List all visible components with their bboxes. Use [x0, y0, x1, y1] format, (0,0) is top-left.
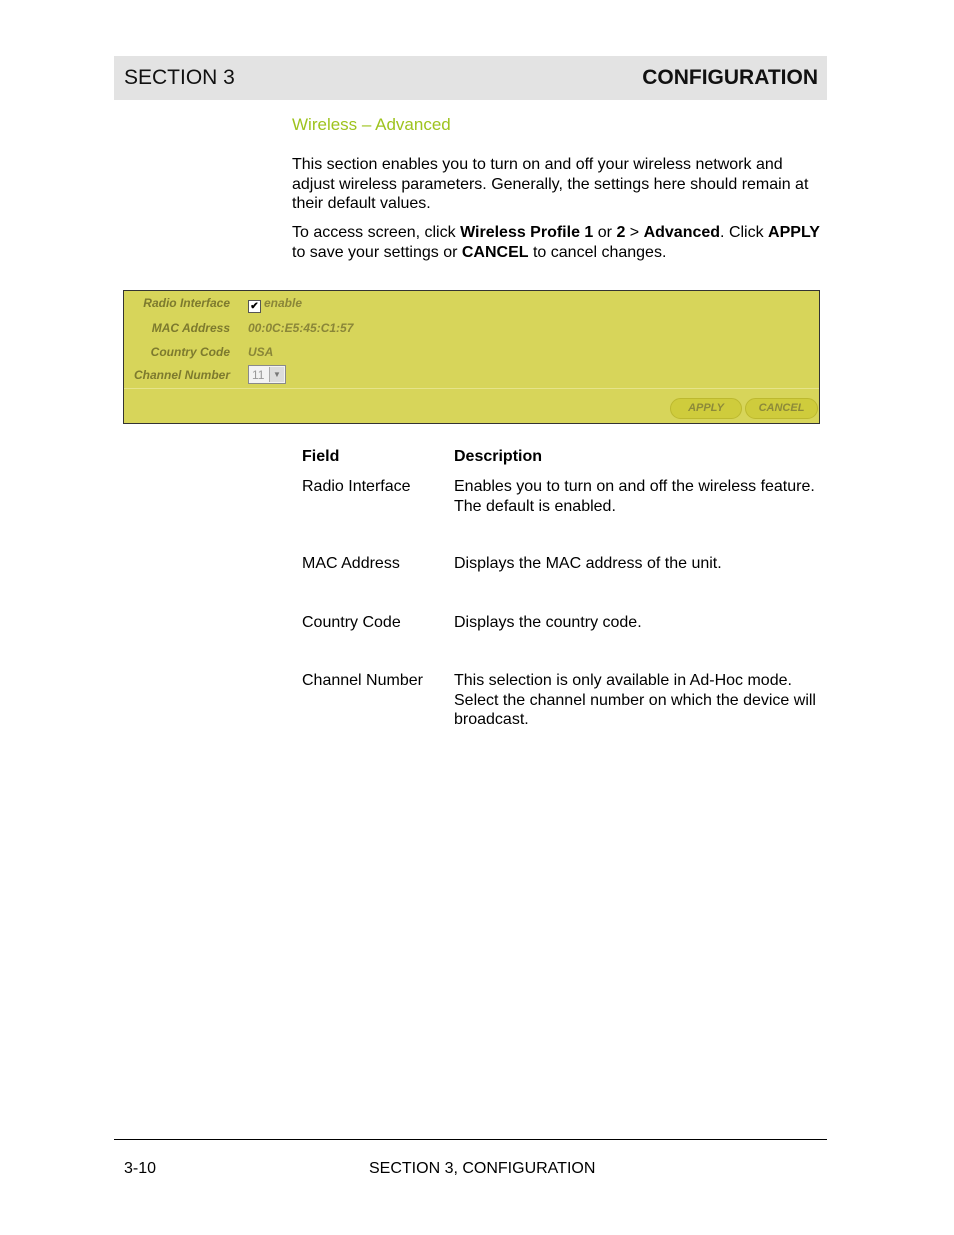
radio-interface-control[interactable] — [248, 296, 302, 313]
country-code-value: USA — [248, 345, 274, 359]
channel-number-value: 11 — [252, 368, 265, 382]
section-header — [114, 56, 827, 100]
chevron-down-icon[interactable]: ▼ — [269, 367, 284, 382]
mac-address-label: MAC Address — [151, 321, 230, 335]
table-row-field: Country Code — [302, 614, 401, 631]
section-title: CONFIGURATION — [642, 66, 818, 89]
apply-button[interactable]: APPLY — [670, 398, 742, 419]
footer-section-title: SECTION 3, CONFIGURATION — [369, 1160, 596, 1177]
radio-interface-label: Radio Interface — [143, 296, 230, 310]
panel-divider — [124, 388, 819, 389]
table-header-field: Field — [302, 448, 340, 465]
table-row-field: Radio Interface — [302, 478, 411, 495]
section-number: SECTION 3 — [124, 66, 235, 89]
mac-address-value: 00:0C:E5:45:C1:57 — [248, 321, 354, 335]
page-subtitle: Wireless – Advanced — [292, 115, 451, 134]
channel-number-select[interactable] — [248, 365, 286, 384]
country-code-label: Country Code — [150, 345, 230, 359]
footer-divider — [114, 1139, 827, 1140]
table-row-description: Displays the MAC address of the unit. — [454, 555, 722, 572]
intro-paragraph: This section enables you to turn on and off your wireless network and adjust wireless parameters. Generally, the settings here should remain at their default values. — [292, 156, 809, 212]
channel-number-label: Channel Number — [133, 368, 230, 382]
table-row-description: This selection is only available in Ad-Hoc mode. Select the channel number on which the device will broadcast. — [454, 672, 816, 728]
page-number: 3-10 — [124, 1160, 157, 1177]
radio-interface-checkbox[interactable]: ✔ — [248, 300, 261, 313]
table-row-description: Displays the country code. — [454, 614, 642, 631]
table-header-description: Description — [454, 448, 543, 465]
wireless-advanced-panel — [123, 290, 820, 424]
radio-interface-enable-label: enable — [264, 296, 303, 310]
table-row-field: MAC Address — [302, 555, 400, 572]
table-row-field: Channel Number — [302, 672, 423, 689]
table-row-description: Enables you to turn on and off the wireless feature. The default is enabled. — [454, 478, 815, 515]
cancel-button[interactable]: CANCEL — [745, 398, 818, 419]
instructions-paragraph: To access screen, click Wireless Profile 1 or 2 > Advanced. Click APPLY to save your settings or CANCEL to cancel changes. — [292, 224, 820, 261]
